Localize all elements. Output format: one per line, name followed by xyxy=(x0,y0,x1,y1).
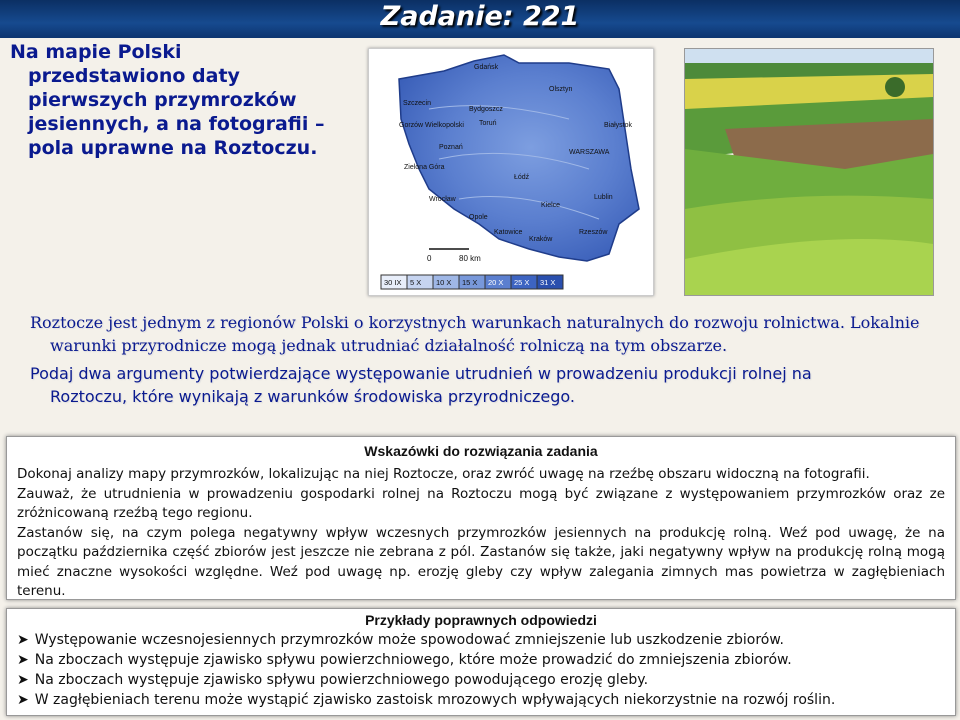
hints-box xyxy=(6,436,956,600)
city-label: Łódź xyxy=(514,174,530,181)
example-item xyxy=(17,630,945,650)
city-label: Rzeszów xyxy=(579,229,608,236)
city-label: Toruń xyxy=(479,120,497,127)
city-label: Wrocław xyxy=(429,196,456,203)
arrow-bullet-icon: ➤ xyxy=(17,672,29,688)
hint-line: Dokonaj analizy mapy przymrozków, lokalizując na niej Roztocze, oraz zwróć uwagę na rzeźbę obszaru widoczną na fotografii. xyxy=(17,466,870,482)
example-item xyxy=(17,690,945,710)
city-label: Katowice xyxy=(494,229,523,236)
context-paragraph xyxy=(30,311,950,357)
examples-header: Przykłady poprawnych odpowiedzi xyxy=(365,612,597,628)
scale-label: 0 xyxy=(427,254,432,263)
hints-header: Wskazówki do rozwiązania zadania xyxy=(364,443,598,459)
paragraph-line: Roztoczu, które wynikają z warunków środowiska przyrodniczego. xyxy=(50,387,575,406)
legend-label: 5 X xyxy=(410,278,422,287)
legend-label: 25 X xyxy=(514,278,530,287)
city-label: Zielona Góra xyxy=(404,164,445,171)
example-text: Na zboczach występuje zjawisko spływu powierzchniowego powodującego erozję gleby. xyxy=(34,672,649,688)
intro-text xyxy=(10,40,340,160)
city-label: Kielce xyxy=(541,202,561,209)
city-label: Gdańsk xyxy=(474,64,499,71)
hint-line: Zastanów się, na czym polega negatywny wpływ wczesnych przymrozków jesiennych na produkcję rolną. Weź pod uwagę, że na początku października część zbiorów jest jeszcze nie zebrana z pól. Zastanów się także, jaki negatywny wpływ na produkcję rolną mogą mieć znaczne wysokości względne. Weź pod uwagę np. erozję gleby czy wpływ zalegania zimnych mas powietrza w zagłębieniach terenu. xyxy=(17,524,945,599)
city-label: Bydgoszcz xyxy=(469,106,503,113)
paragraph-line: warunki przyrodnicze mogą jednak utrudniać działalność rolniczą na tym obszarze. xyxy=(50,336,728,355)
arrow-bullet-icon: ➤ xyxy=(17,692,29,708)
paragraph-line: Podaj dwa argumenty potwierdzające występowanie utrudnień w prowadzeniu produkcji rolnej na xyxy=(30,364,812,383)
example-item xyxy=(17,650,945,670)
city-label: Gorzów Wielkopolski xyxy=(399,122,464,129)
example-text: Występowanie wczesnojesiennych przymrozków może spowodować zmniejszenie lub uszkodzenie zbiorów. xyxy=(34,632,784,648)
intro-line: Na mapie Polski przedstawiono daty pierwszych przymrozków jesiennych, a na fotografii – pola uprawne na Roztoczu. xyxy=(10,41,325,159)
scale-label: 80 km xyxy=(459,254,481,263)
legend-label: 20 X xyxy=(488,278,504,287)
example-text: W zagłębieniach terenu może wystąpić zjawisko zastoisk mrozowych wpływających niekorzystnie na rozwój roślin. xyxy=(34,692,836,708)
map-scale xyxy=(427,249,481,263)
legend-label: 10 X xyxy=(436,278,452,287)
task-paragraph xyxy=(30,362,930,408)
city-label: Olsztyn xyxy=(549,86,573,93)
arrow-bullet-icon: ➤ xyxy=(17,652,29,668)
city-label: Opole xyxy=(469,214,488,221)
frost-map xyxy=(368,48,654,296)
city-label: Białystok xyxy=(604,122,633,129)
legend-label: 15 X xyxy=(462,278,478,287)
city-label: Kraków xyxy=(529,236,553,243)
city-label: WARSZAWA xyxy=(569,149,610,156)
page-title: Zadanie: 221 xyxy=(380,1,580,32)
city-label: Szczecin xyxy=(403,100,432,107)
map-legend xyxy=(381,275,563,289)
city-label: Poznań xyxy=(439,144,463,151)
legend-label: 30 IX xyxy=(384,278,402,287)
legend-label: 31 X xyxy=(540,278,556,287)
examples-box xyxy=(6,608,956,716)
city-label: Lublin xyxy=(594,194,613,201)
field-photo xyxy=(684,48,934,296)
hint-line: Zauważ, że utrudnienia w prowadzeniu gospodarki rolnej na Roztoczu mogą być związane z występowaniem przymrozków oraz ze zróżnicowaną rzeźbą tego regionu. xyxy=(17,485,945,521)
arrow-bullet-icon: ➤ xyxy=(17,632,29,648)
paragraph-line: Roztocze jest jednym z regionów Polski o korzystnych warunkach naturalnych do rozwoju rolnictwa. Lokalnie xyxy=(30,313,920,332)
example-text: Na zboczach występuje zjawisko spływu powierzchniowego, które może prowadzić do zmniejszenia zbiorów. xyxy=(34,652,792,668)
example-item xyxy=(17,670,945,690)
